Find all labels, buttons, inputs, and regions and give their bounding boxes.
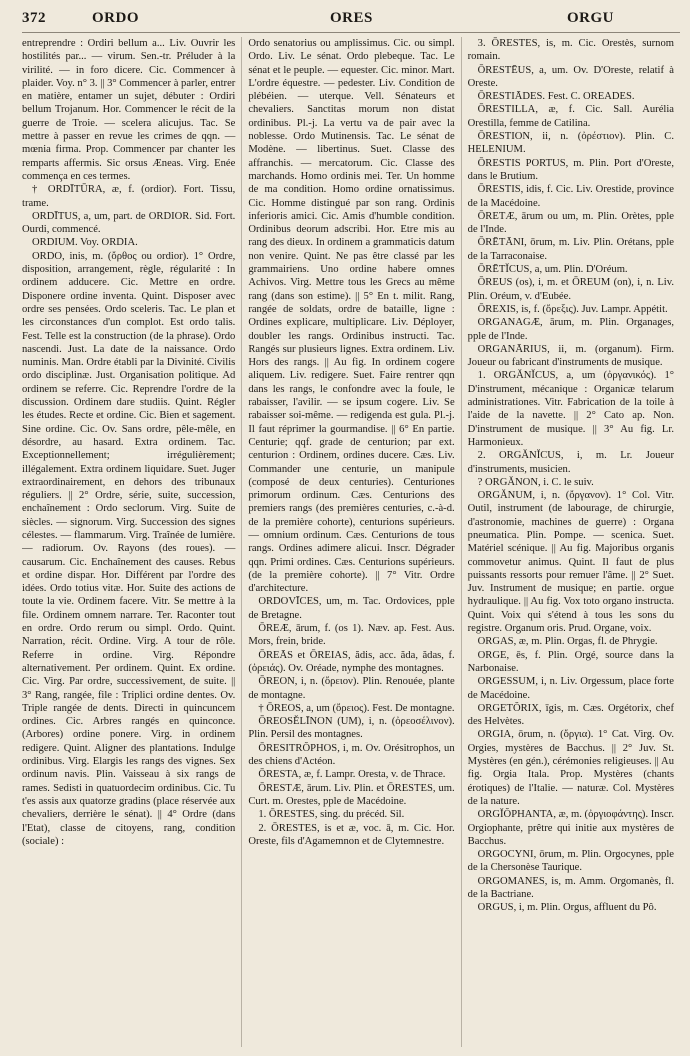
dictionary-entry: ORDĪTUS, a, um, part. de ORDIOR. Sid. Fort. Ourdi, commencé.: [22, 210, 236, 236]
dictionary-entry: 2. ŌRESTES, is et æ, voc. ā, m. Cic. Hor. Oreste, fils d'Agamemnon et de Clytemnestre.: [248, 822, 455, 847]
dictionary-entry: entreprendre : Ordiri bellum a... Liv. Ouvrir les hostilités par... — virum. Sen.-tr. Préluder à la virilité. — in foro dicere. Cic. Commencer à plaider. Voy. n° 3. || 3° Commencer à parler, entrer en matière, entamer un sujet, débuter : Ordiri bellum Trojanum. Hor. Commencer le récit de la guerre de Troie. — scelera alicujus. Tac. Se mettre à passer en revue les crimes de qqn. — mœnia firma. Prop. Commencer par chanter les remparts affermis. Sic orsus Æneas. Virg. Enée commença en ces termes.: [22, 38, 236, 182]
dictionary-entry: ŌREĀS et ŌREIAS, ădis, acc. ăda, ădas, f. (ὀρειάς). Ov. Oréade, nymphe des montagnes.: [248, 649, 455, 674]
dictionary-entry: ORGIA, ōrum, n. (ὄργια). 1° Cat. Virg. Ov. Orgies, mystères de Bacchus. || 2° Juv. St. Mystères (en gén.), cérémonies religieuses. || Au fig. Orgia Itala. Prop. Mystères (chants érotiques) de l'Italie. — naturæ. Col. Mystères de la nature.: [467, 729, 674, 807]
dictionary-entry: ŌRĒTĀNI, ōrum, m. Liv. Plin. Orétans, pple de la Tarraconaise.: [467, 237, 674, 262]
dictionary-entry: ORDIUM. Voy. ORDIA.: [32, 237, 138, 249]
dictionary-entry: ORGANAGÆ, ārum, m. Plin. Organages, pple de l'Inde.: [467, 317, 674, 342]
dictionary-entry: ŌRESTÆ, ārum. Liv. Plin. et ŌRESTES, um. Curt. m. Orestes, pple de Macédoine.: [248, 782, 455, 807]
dictionary-entry: ORDO, inis, m. (ὄρθος ou ordior). 1° Ordre, disposition, arrangement, règle, régularité : In ordinem adducere. Cic. Mettre en ordre. Disponere ordine inventa. Quint. Disposer avec ordre ses pensées. Ordo sceleris. Tac. Le plan et les circonstances d'un complot. Est ordo talis. Fest. Telle est la construction (de la phrase). Ordo nascendi. Just. La date de la naissance. Ordo numinis. Man. Ordre établi par la Divinité. Civilis ordo disciplinæ. Just. Organisation politique. Ad ordinem se referre. Cic. Reprendre l'ordre de la discussion. Ordinem dare studiis. Quint. Régler les études. Recte et ordine. Cic. Bien et sagement. Sine ordine. Cic. Ov. Sans ordre, pêle-mêle, en désordre, au hasard. Extra ordinem. Tac. Exceptionnellement; irrégulièrement; illégalement. Extra ordinem liquidare. Suet. Juger extraordinairement, en dehors des tribunaux réguliers. || 2° Ordre, série, suite, succession, enchaînement : Ordo seclorum. Virg. Suite de siècles. — signorum. Virg. Succession des signes célestes. — flammarum. Virg. Traînée de lumière. — radiorum. Ov. Rayons (des roues). — causarum. Cic. Enchaînement des causes. Rebus et ordine dispar. Hor. Différent par l'ordre des idées. Ordo totius vitæ. Hor. Suite des actions de toute la vie. Ordinem facere. Vitr. Se mettre à la file. Ordinem omnem narrare. Ter. Raconter tout en ordre. Ordo rerum ou simpl. Ordo. Quint. Narration, récit. Ordine. Virg. A tour de rôle. Referre in ordine. Virg. Répondre alternativement. Per ordinem. Quint. Ex ordine. Cic. Virg. Par ordre, successivement, de suite. || 3° Rang, rangée, file : Triplici ordine dentes. Ov. Triple rangée de dents. Directi in quincuncem ordines. Cic. Arbres rangés en quinconce. (Arbores) ordine ponere. Virg. in ordinem redigere. Quint. Aligner des plantations. Indulge ordinibus. Virg. Elargis les rangs des vignes. Sex ordinum navis. Plin. Vaisseau à six rangs de rames. Sedisti in quatuordecim ordinibus. Cic. Tu t'es assis aux quatorze gradins (place réservée aux chevaliers, derrière le sénat). || 4° Ordre (dans l'Etat), classe de citoyens, rang, condition (sociale) :: [22, 250, 236, 847]
dictionary-entry: ŌRESITRŎPHOS, i, m. Ov. Orésitrophos, un des chiens d'Actéon.: [248, 742, 455, 768]
dictionary-entry: ŌRESTIS, idis, f. Cic. Liv. Orestide, province de la Macédoine.: [467, 184, 674, 209]
right-guide-word: ORGU: [567, 10, 614, 26]
dictionary-entry: 1. ORGĂNĬCUS, a, um (ὀργανικός). 1° D'instrument, mécanique : Organicæ telarum administrationes. Vitr. Fabrication de la toile à l'aide de la navette. || 2° Cato ap. Non. D'instrument de musique. || 3° Au fig. Lr. Harmonieux.: [467, 370, 674, 448]
dictionary-entry: ŌRESTION, ii, n. (ὀρέστιον). Plin. C. HELENIUM.: [467, 131, 674, 156]
dictionary-entry: 1. ŌRESTES, sing. du précéd. Sil.: [258, 809, 405, 821]
dictionary-entry: Ordo senatorius ou amplissimus. Cic. ou simpl. Ordo. Liv. Le sénat. Ordo plebeque. Tac. Le sénat et le peuple. — equester. Cic. minor. Mart. L'ordre équestre. — pedester. Liv. Condition de plébéien. — uterque. Vell. Sénateurs et chevaliers. Sanctitas morum non distat ordinibus. Pl.-j. La vertu va de pair avec la noblesse. Ordo Mutinensis. Tac. Le sénat de Modène. — libertinus. Suet. Classe des affranchis. — mercatorum. Cic. Classe des marchands. Homo ordinis mei. Ter. Un homme de ma condition. Homo ordine ornatissimus. Cic. Homme distingué par son rang. Ordinis inferioris amici. Cic. Amis d'humble condition. Ordinibus deorum adscribi. Hor. Etre mis au rang des dieux. In ordinem a grammaticis datum non venire. Quint. Ne pas être classé par les grammairiens. Uno ordine habere omnes Achivos. Virg. Mettre tous les Grecs au même rang (dans son estime). || 5° En t. milit. Rang, rangée de soldats, ordre de bataille, ligne : Ordines explicare, multiplicare. Liv. Déployer, doubler les rangs. Ordinibus instructi. Tac. Rangés sur plusieurs lignes. Extra ordinem. Liv. Hors des rangs. || Au fig. In ordinem cogere aliquem. Liv. redigere. Suet. Faire rentrer qqn dans les rangs, le confondre avec la foule, le rabaisser, l'avilir. — se ipsum cogere. Liv. Se rabaisser soi-même. — redigenda est gula. Pl.-j. Il faut réprimer la gourmandise. || 6° En partie. Centurie; qqf. grade de centurion; par ext. centurion : Ordinem, ordines ducere. Cæs. Liv. Commander une centurie, un manipule (composé de deux centuries). Centuriones primorum ordinum. Cæs. Centurions des premiers rangs (des premières centuries, c.-à-d. de la première cohorte), centurions supérieurs. — omnium ordinum. Cæs. Centurions de tous rangs. Ordines adimere alicui. Inscr. Dégrader qqn. Primi ordines. Cæs. Centurions supérieurs. (de la première cohorte). || 7° Vitr. Ordre d'architecture.: [248, 38, 455, 595]
dictionary-entry: ŌREUS (os), i, m. et ŌREUM (on), i, n. Liv. Plin. Oréum, v. d'Eubée.: [467, 277, 674, 302]
dictionary-entry: ŌRESTILLA, æ, f. Cic. Sall. Aurélia Orestilla, femme de Catilina.: [467, 104, 674, 129]
dictionary-entry: ORGOMANES, is, m. Amm. Orgomanès, fl. de la Bactriane.: [467, 875, 674, 900]
dictionary-entry: ORGĬŎPHANTA, æ, m. (ὀργιοφάντης). Inscr. Orgiophante, prêtre qui initie aux mystères de Bacchus.: [467, 809, 674, 847]
dictionary-entry: ŌRĒTĬCUS, a, um. Plin. D'Oréum.: [477, 264, 628, 276]
dictionary-entry: ORGUS, i, m. Plin. Orgus, affluent du Pô.: [477, 902, 657, 914]
dictionary-entry: † ŌREOS, a, um (ὄρειος). Fest. De montagne.: [258, 702, 455, 714]
dictionary-entry: ORGAS, æ, m. Plin. Orgas, fl. de Phrygie.: [477, 636, 658, 648]
dictionary-entry: ORGĂNUM, i, n. (ὄργανον). 1° Col. Vitr. Outil, instrument (de labourage, de chirurgie, d'astronomie, machines de guerre) : Organa pneumatica. Plin. Pompe. — scenica. Suet. Matériel scénique. || Au fig. Majoribus organis commovetur animus. Quint. Il faut de plus puissants ressorts pour remuer l'âme. || 2° Suet. Juv. Instrument de musique; en partie. orgue hydraulique. || Au fig. Vox toto organo instructa. Quint. Voix qui s'étend à tous les sons du registre. Organum oris. Prud. Organe, voix.: [467, 490, 674, 635]
dictionary-entry: ORGE, ēs, f. Plin. Orgé, source dans la Narbonaise.: [467, 649, 674, 674]
center-guide-word: ORES: [330, 10, 373, 26]
dictionary-entry: ŌREXIS, is, f. (ὄρεξις). Juv. Lampr. Appétit.: [477, 303, 668, 315]
column-right: [461, 37, 680, 1047]
page-number: 372: [22, 10, 46, 26]
dictionary-entry: ŌREÆ, ārum, f. (os 1). Næv. ap. Fest. Aus. Mors, frein, bride.: [248, 623, 455, 648]
left-guide-word: ORDO: [92, 10, 139, 26]
dictionary-entry: ŌRESTIĀDES. Fest. C. OREADES.: [477, 91, 635, 103]
dictionary-entry: ORGOCYNI, ōrum, m. Plin. Orgocynes, pple de la Chersonèse Taurique.: [467, 849, 674, 874]
column-left: [22, 37, 241, 1047]
dictionary-entry: 2. ORGĂNĬCUS, i, m. Lr. Joueur d'instruments, musicien.: [467, 450, 674, 475]
running-header: [22, 6, 680, 33]
dictionary-entry: 3. ŌRESTES, is, m. Cic. Orestès, surnom romain.: [467, 38, 674, 63]
dictionary-entry: ORDOVĪCES, um, m. Tac. Ordovices, pple de Bretagne.: [248, 596, 455, 621]
dictionary-entry: ŌREOSĔLĪNON (UM), i, n. (ὀρεοσέλινον). Plin. Persil des montagnes.: [248, 716, 455, 741]
dictionary-entry: ORGANĀRIUS, ii, m. (organum). Firm. Joueur ou fabricant d'instruments de musique.: [467, 343, 674, 369]
dictionary-entry: ŌRESTĒUS, a, um. Ov. D'Oreste, relatif à Oreste.: [467, 64, 674, 89]
columns: [22, 37, 680, 1047]
dictionary-entry: ŌRESTA, æ, f. Lampr. Oresta, v. de Thrace.: [258, 769, 446, 781]
dictionary-entry: ? ORGĂNON, i. C. le suiv.: [477, 476, 594, 488]
dictionary-entry: ŌREON, i, n. (ὄρειον). Plin. Renouée, plante de montagne.: [248, 676, 455, 701]
dictionary-entry: † ORDĪTŪRA, æ, f. (ordior). Fort. Tissu, trame.: [22, 184, 236, 209]
dictionary-entry: ORGESSUM, i, n. Liv. Orgessum, place forte de Macédoine.: [467, 676, 674, 701]
dictionary-entry: ORGETŎRIX, īgis, m. Cæs. Orgétorix, chef des Helvètes.: [467, 702, 674, 728]
column-middle: [241, 37, 460, 1047]
dictionary-entry: ŌRETÆ, ārum ou um, m. Plin. Orètes, pple de l'Inde.: [467, 210, 674, 236]
dictionary-entry: ŌRESTIS PORTUS, m. Plin. Port d'Oreste, dans le Brutium.: [467, 157, 674, 182]
